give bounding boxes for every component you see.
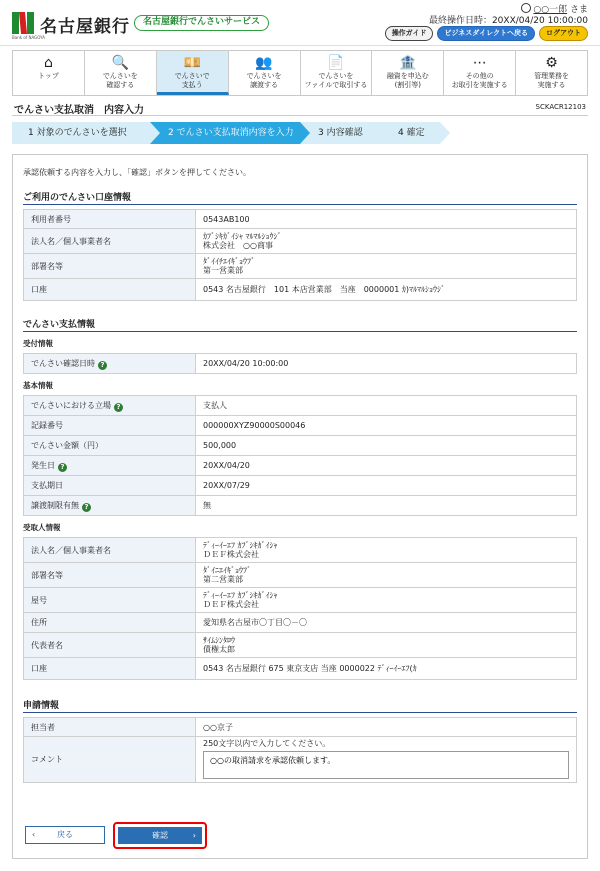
step-4: 4 確定 <box>380 122 440 144</box>
application-table <box>23 717 577 783</box>
account-section-title: ご利用のでんさい口座情報 <box>23 190 577 205</box>
nav-file[interactable]: 📄 でんさいを ファイルで取引する <box>301 51 373 95</box>
table-row: 記録番号 000000XYZ90000S00046 <box>24 416 577 436</box>
table-row: 住所 愛知県名古屋市〇丁目〇－〇 <box>24 613 577 633</box>
confirm-button[interactable]: 確認 › <box>118 827 202 844</box>
help-icon[interactable]: ? <box>82 503 91 512</box>
table-row: 発生日 ? 20XX/04/20 <box>24 456 577 476</box>
help-icon[interactable]: ? <box>58 463 67 472</box>
service-badge: 名古屋銀行でんさいサービス <box>134 15 269 31</box>
table-row: 代表者名 ｻｲﾑｼﾝﾀﾛｳ 債権太郎 <box>24 633 577 658</box>
receipt-table <box>23 353 577 374</box>
table-row: 口座 0543 名古屋銀行 101 本店営業部 当座 0000001 ｶ)ﾏﾙﾏﾙｼｮｳｼﾞ <box>24 279 577 301</box>
search-icon: 🔍 <box>111 55 130 71</box>
main-nav <box>12 50 588 96</box>
table-row: でんさい金額（円） 500,000 <box>24 436 577 456</box>
nav-transfer[interactable]: 👥 でんさいを 譲渡する <box>229 51 301 95</box>
table-row: 利用者番号 0543AB100 <box>24 210 577 229</box>
receipt-subtitle: 受付情報 <box>23 339 53 348</box>
bank-name: 名古屋銀行 <box>40 17 130 37</box>
table-row: 部署名等 ﾀﾞｲｲﾁｴｲｷﾞｮｳﾌﾞ 第一営業部 <box>24 254 577 279</box>
table-row: 屋号 ﾃﾞｨｰｲｰｴﾌ ｶﾌﾞｼｷｶﾞｲｼｬ ＤＥＦ株式会社 <box>24 588 577 613</box>
comment-input[interactable] <box>203 751 569 779</box>
user-suffix: さま <box>569 5 588 15</box>
table-row: でんさい確認日時 ? 20XX/04/20 10:00:00 <box>24 354 577 374</box>
admin-icon: ⚙ <box>545 55 558 71</box>
main-content <box>12 154 588 859</box>
recipient-table <box>23 537 577 680</box>
nav-loan[interactable]: 🏦 融資を申込む (割引等) <box>372 51 444 95</box>
table-row: コメント 250文字以内で入力してください。 ○○の取消請求を承認依頼します。 <box>24 737 577 783</box>
bank-name-small: Bank of NAGOYA <box>12 35 46 40</box>
application-section-title: 申請情報 <box>23 698 577 713</box>
page-title: でんさい支払取消 内容入力 <box>14 105 144 116</box>
comment-note: 250文字以内で入力してください。 <box>203 739 331 748</box>
last-operation: 最終操作日時：20XX/04/20 10:00:00 <box>428 16 588 26</box>
back-button[interactable]: ‹ 戻る <box>25 826 105 844</box>
table-row: 支払期日 20XX/07/29 <box>24 476 577 496</box>
guide-button[interactable]: 操作ガイド <box>385 26 434 41</box>
header <box>0 0 600 46</box>
help-icon[interactable]: ? <box>114 403 123 412</box>
recipient-subtitle: 受取人情報 <box>23 523 61 532</box>
chevron-left-icon: ‹ <box>32 830 36 839</box>
logout-button[interactable]: ログアウト <box>539 26 588 41</box>
screen-id: SCKACR12103 <box>535 103 586 111</box>
nav-confirm[interactable]: 🔍 でんさいを 確認する <box>85 51 157 95</box>
table-row: 法人名／個人事業者名 ﾃﾞｨｰｲｰｴﾌ ｶﾌﾞｼｷｶﾞｲｼｬ ＤＥＦ株式会社 <box>24 538 577 563</box>
step-1: 1 対象のでんさいを選択 <box>12 122 150 144</box>
help-icon[interactable]: ? <box>98 361 107 370</box>
loan-icon: 🏦 <box>399 55 417 71</box>
account-table <box>23 209 577 301</box>
step-indicator <box>12 122 588 144</box>
basic-table <box>23 395 577 516</box>
home-icon: ⌂ <box>43 55 53 71</box>
user-icon <box>521 3 531 13</box>
payment-section-title: でんさい支払情報 <box>23 317 577 332</box>
page-title-bar <box>12 100 588 116</box>
transfer-icon: 👥 <box>255 55 273 71</box>
table-row: 譲渡制限有無 ? 無 <box>24 496 577 516</box>
nav-other[interactable]: ⋯ その他の お取引を実施する <box>444 51 516 95</box>
table-row: 担当者 ○○京子 <box>24 718 577 737</box>
business-direct-button[interactable]: ビジネスダイレクトへ戻る <box>437 26 535 41</box>
nav-pay[interactable]: 💴 でんさいで 支払う <box>157 51 229 95</box>
nav-top[interactable]: ⌂ トップ <box>13 51 85 95</box>
step-2-current: 2 でんさい支払取消内容を入力 <box>150 122 300 144</box>
confirm-highlight <box>113 822 207 849</box>
table-row: 口座 0543 名古屋銀行 675 東京支店 当座 0000022 ﾃﾞｨｰｲｰｴﾌ(ｶ <box>24 658 577 680</box>
step-3: 3 内容確認 <box>300 122 380 144</box>
pay-icon: 💴 <box>183 55 201 71</box>
table-row: でんさいにおける立場 ? 支払人 <box>24 396 577 416</box>
bank-logo-icon <box>12 12 34 34</box>
chevron-right-icon: › <box>192 831 196 840</box>
nav-admin[interactable]: ⚙ 管理業務を 実施する <box>516 51 587 95</box>
table-row: 部署名等 ﾀﾞｲﾆｴｲｷﾞｮｳﾌﾞ 第二営業部 <box>24 563 577 588</box>
file-icon: 📄 <box>327 55 345 71</box>
user-name-link[interactable]: ○○一郎 <box>533 5 568 15</box>
basic-subtitle: 基本情報 <box>23 381 53 390</box>
intro-text: 承認依頼する内容を入力し、「確認」ボタンを押してください。 <box>23 168 251 177</box>
table-row: 法人名／個人事業者名 ｶﾌﾞｼｷｶﾞｲｼｬ ﾏﾙﾏﾙｼｮｳｼﾞ 株式会社 ○○商事 <box>24 229 577 254</box>
other-icon: ⋯ <box>472 55 487 71</box>
